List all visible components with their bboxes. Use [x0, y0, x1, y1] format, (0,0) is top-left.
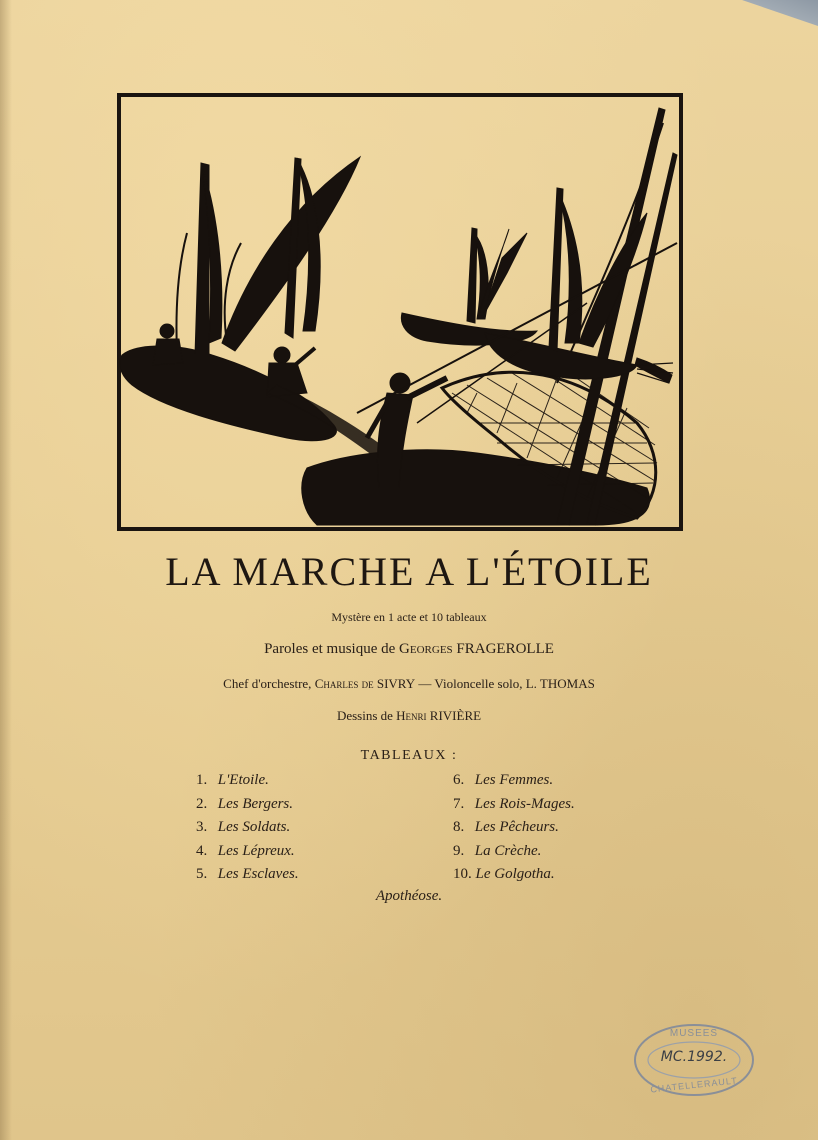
tableaux-heading: TABLEAUX :: [360, 748, 458, 763]
item-name: La Crèche.: [474, 842, 542, 859]
item-number: 1.: [196, 772, 208, 788]
corner-fold: [723, 0, 818, 26]
museum-stamp: [632, 1022, 756, 1098]
drawings-prefix: Dessins de: [336, 708, 397, 723]
item-number: 10.: [453, 866, 472, 882]
item-number: 9.: [453, 842, 465, 859]
stamp-top-text: MUSEES: [669, 1028, 719, 1039]
list-item: [196, 866, 396, 890]
drawings-line: [0, 708, 818, 724]
tableaux-list-left: [196, 772, 396, 890]
list-item: [196, 843, 396, 867]
credits-line: [0, 641, 818, 658]
item-number: 5.: [196, 866, 208, 882]
list-item: [196, 796, 396, 820]
list-item: [453, 866, 653, 890]
item-name: Les Soldats.: [217, 819, 291, 835]
drawings-author: Henri RIVIÈRE: [396, 708, 482, 723]
item-name: Les Rois-Mages.: [474, 795, 575, 812]
item-name: L'Etoile.: [217, 772, 269, 788]
fishing-boats-icon: [117, 93, 683, 531]
credits-prefix: Paroles et musique de: [264, 641, 400, 657]
stamp-bottom-text: CHATELLERAULT: [649, 1075, 739, 1095]
item-number: 8.: [453, 819, 465, 835]
finale-label: Apothéose.: [375, 888, 443, 904]
list-item: [196, 819, 396, 843]
credits-author: Georges FRAGEROLLE: [399, 641, 554, 657]
conductor-name: Charles de SIVRY: [314, 676, 416, 691]
fishing-boats-illustration: [117, 93, 683, 531]
stamp-inventory-number: MC.1992.: [660, 1049, 728, 1065]
item-name: Les Femmes.: [474, 772, 554, 788]
document-title: LA MARCHE A L'ÉTOILE: [165, 549, 653, 594]
list-item: [196, 772, 396, 796]
conductor-prefix: Chef d'orchestre,: [223, 676, 315, 691]
document-subtitle: Mystère en 1 acte et 10 tableaux: [331, 610, 487, 624]
item-number: 3.: [196, 819, 208, 835]
item-name: Les Pêcheurs.: [474, 819, 559, 835]
item-name: Les Bergers.: [217, 795, 294, 812]
item-number: 4.: [196, 842, 208, 859]
item-name: Les Lépreux.: [217, 842, 295, 859]
list-item: [453, 819, 653, 843]
list-item: [453, 796, 653, 820]
item-number: 6.: [453, 772, 465, 788]
item-name: Le Golgotha.: [475, 866, 555, 882]
conductor-line: [0, 676, 818, 692]
item-number: 7.: [453, 795, 465, 812]
tableaux-list-right: [453, 772, 653, 890]
item-name: Les Esclaves.: [217, 866, 299, 882]
conductor-suffix: — Violoncelle solo, L. THOMAS: [415, 676, 595, 691]
list-item: [453, 843, 653, 867]
list-item: [453, 772, 653, 796]
item-number: 2.: [196, 795, 208, 812]
